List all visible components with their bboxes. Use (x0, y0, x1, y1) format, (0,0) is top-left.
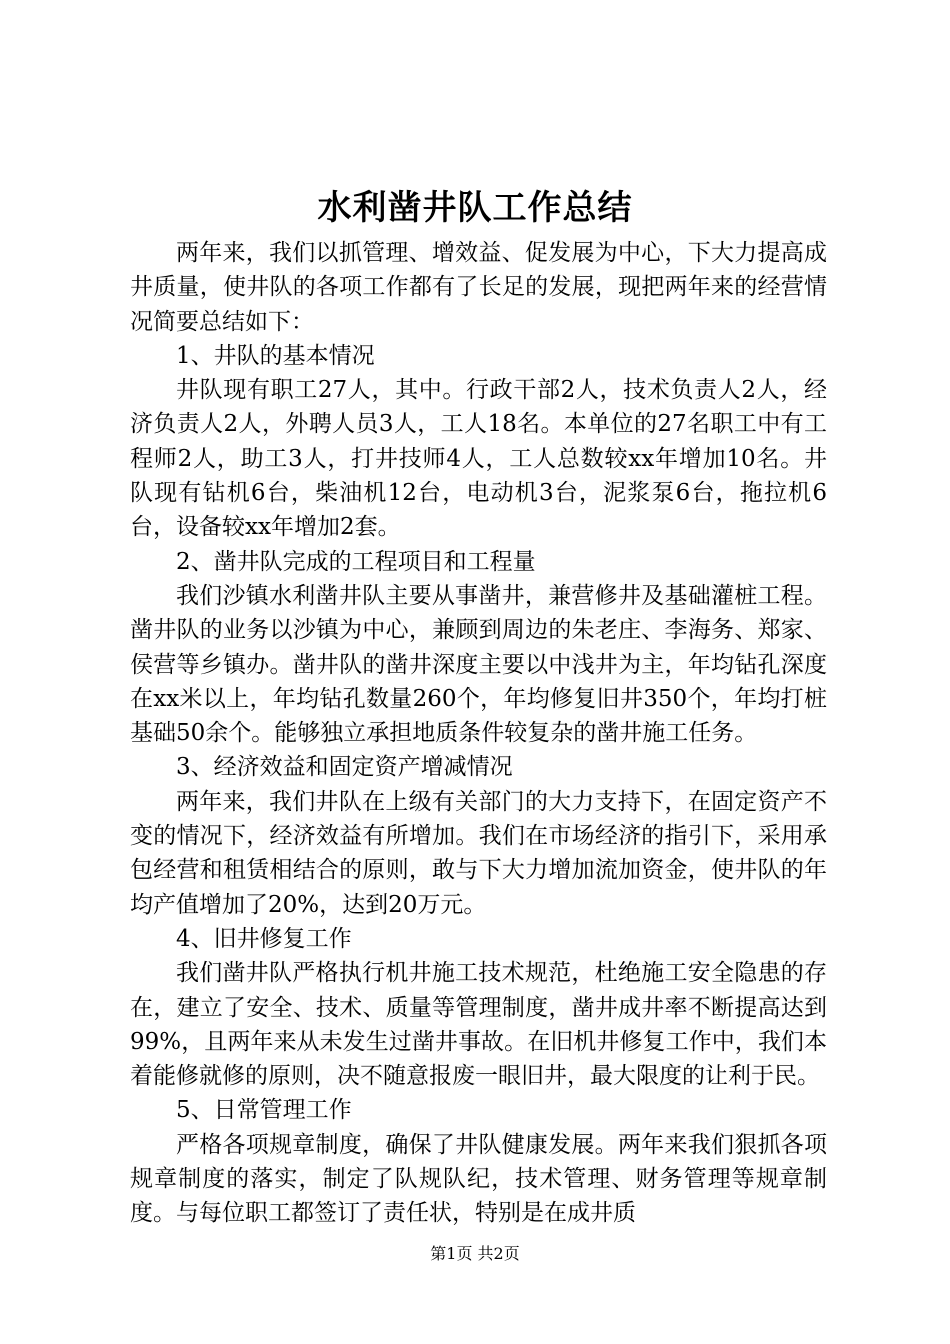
section-heading-4: 4、旧井修复工作 (176, 925, 352, 952)
paragraph-economics: 两年来，我们井队在上级有关部门的大力支持下，在固定资产不变的情况下，经济效益有所增加。我们在市场经济的指引下，采用承包经营和租赁相结合的原则，敢与下大力增加流加资金，使井队的年均产值增加了20%，达到20万元。 (130, 788, 827, 918)
paragraph-basic-info: 井队现有职工27人，其中。行政干部2人，技术负责人2人，经济负责人2人，外聘人员3人，工人18名。本单位的27名职工中有工程师2人，助工3人，打井技师4人，工人总数较xx年增加10名。井队现有钻机6台，柴油机12台，电动机3台，泥浆泵6台，拖拉机6台，设备较xx年增加2套。 (130, 377, 827, 541)
section-heading-5: 5、日常管理工作 (176, 1097, 352, 1124)
paragraph-daily-management: 严格各项规章制度，确保了井队健康发展。两年来我们狠抓各项规章制度的落实，制定了队规队纪，技术管理、财务管理等规章制度。与每位职工都签订了责任状，特别是在成井质 (130, 1131, 827, 1227)
document-title: 水利凿井队工作总结 (317, 188, 633, 228)
paragraph-projects: 我们沙镇水利凿井队主要从事凿井，兼营修井及基础灌桩工程。凿井队的业务以沙镇为中心，兼顾到周边的朱老庄、李海务、郑家、侯营等乡镇办。凿井队的凿井深度主要以中浅井为主，年均钻孔深度在xx米以上，年均钻孔数量260个，年均修复旧井350个，年均打桩基础50余个。能够独立承担地质条件较复杂的凿井施工任务。 (130, 582, 827, 747)
document-body (130, 236, 827, 1231)
section-heading-3: 3、经济效益和固定资产增减情况 (176, 754, 513, 781)
paragraph-well-repair: 我们凿井队严格执行机井施工技术规范，杜绝施工安全隐患的存在，建立了安全、技术、质量等管理制度，凿井成井率不断提高达到99%，且两年来从未发生过凿井事故。在旧机井修复工作中，我们本着能修就修的原则，决不随意报废一眼旧井，最大限度的让利于民。 (130, 960, 827, 1090)
section-heading-1: 1、井队的基本情况 (176, 342, 375, 369)
section-heading-2: 2、凿井队完成的工程项目和工程量 (176, 548, 536, 575)
paragraph-intro: 两年来，我们以抓管理、增效益、促发展为中心，下大力提高成井质量，使井队的各项工作都有了长足的发展，现把两年来的经营情况简要总结如下： (130, 240, 827, 335)
page-footer: 第1页 共2页 (430, 1244, 520, 1263)
